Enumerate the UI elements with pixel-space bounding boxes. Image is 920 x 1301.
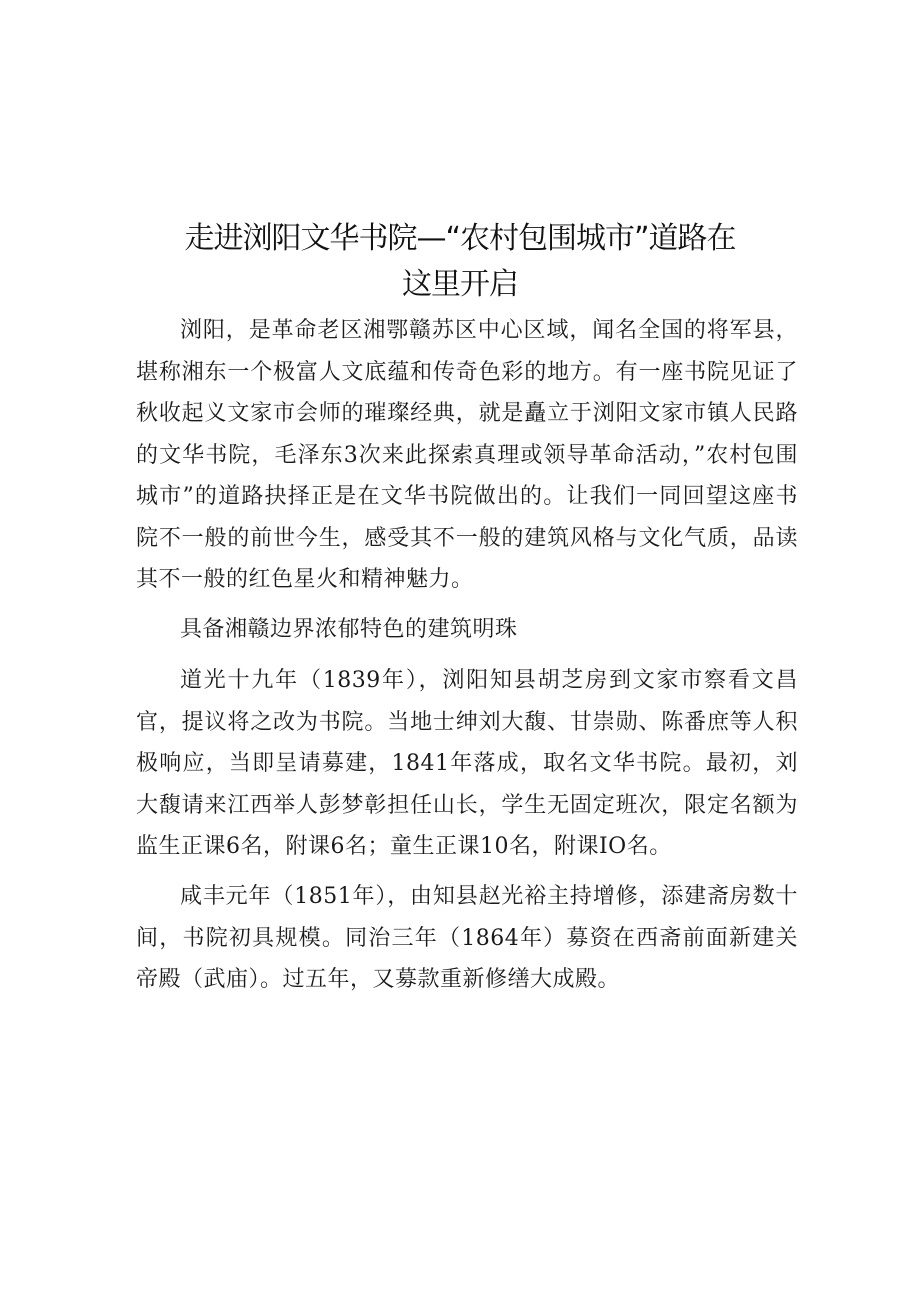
section-heading: 具备湘赣边界浓郁特色的建筑明珠 — [180, 617, 518, 642]
paragraph-history-1851: 咸丰元年（1851年），由知县赵光裕主持增修，添建斋房数十间，书院初具规模。同治三年（1864年）募资在西斋前面新建关帝殿（武庙）。过五年，又募款重新修缮大成殿。 — [136, 884, 798, 992]
paragraph-history-1839: 道光十九年（1839年），浏阳知县胡芝房到文家市察看文昌官，提议将之改为书院。当地士绅刘大馥、甘崇勋、陈番庶等人积极响应，当即呈请募建，1841年落成，取名文华书院。最初，刘大馥请来江西举人彭梦彰担任山长，学生无固定班次，限定名额为监生正课6名，附课6名；童生正课10名，附课IO名。 — [136, 668, 798, 859]
title-line-1: 走进浏阳文华书院—“农村包围城市”道路在 — [184, 221, 736, 256]
title-line-2: 这里开启 — [402, 267, 518, 302]
article-title — [120, 216, 800, 308]
paragraph-intro: 浏阳，是革命老区湘鄂赣苏区中心区域，闻名全国的将军县，堪称湘东一个极富人文底蕴和传奇色彩的地方。有一座书院见证了秋收起义文家市会师的璀璨经典，就是矗立于浏阳文家市镇人民路的文华书院，毛泽东3次来此探索真理或领导革命活动，”农村包围城市”的道路抉择正是在文华书院做出的。让我们一同回望这座书院不一般的前世今生，感受其不一般的建筑风格与文化气质，品读其不一般的红色星火和精神魅力。 — [136, 318, 798, 592]
